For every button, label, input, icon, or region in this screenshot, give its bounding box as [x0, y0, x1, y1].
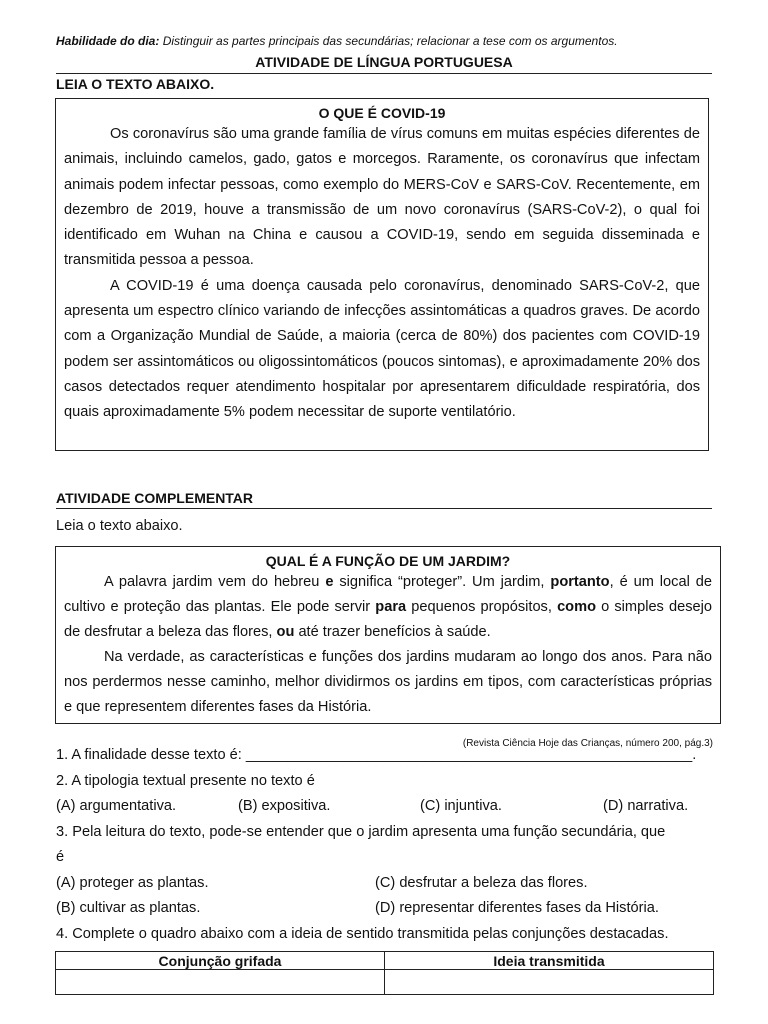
question-2: 2. A tipologia textual presente no texto é: [56, 773, 315, 789]
complementary-instruction: Leia o texto abaixo.: [56, 518, 183, 534]
complementary-activity-title: ATIVIDADE COMPLEMENTAR: [56, 490, 254, 506]
garden-text-title: QUAL É A FUNÇÃO DE UM JARDIM?: [265, 553, 511, 569]
covid-paragraph-2: A COVID-19 é uma doença causada pelo coronavírus, denominado SARS-CoV-2, que apresenta um espectro clínico variando de infecções assintomáticas a quadros graves. De acordo com a Organização Mundial de Saúde, a maioria (cerca de 80%) dos pacientes com COVID-19 podem ser assintomáticos ou oligossintomáticos (poucos sintomas), e aproximadamente 20% dos casos detectados requer atendimento hospitalar por apresentarem dificuldade respiratória, dos quais aproximadamente 5% podem necessitar de suporte ventilatório.: [64, 277, 700, 421]
q3-option-d: (D) representar diferentes fases da História.: [375, 900, 659, 916]
question-4: 4. Complete o quadro abaixo com a ideia de sentido transmitida pelas conjunções destacadas.: [56, 926, 669, 942]
covid-text-box: [55, 98, 709, 451]
q2-option-c: (C) injuntiva.: [420, 798, 502, 814]
covid-paragraph-1: Os coronavírus são uma grande família de vírus comuns em muitas espécies diferentes de animais, incluindo camelos, gado, gatos e morcegos. Raramente, os coronavírus que infectam animais podem infectar pessoas, como exemplo do MERS-CoV e SARS-CoV. Recentemente, em dezembro de 2019, houve a transmissão de um novo coronavírus (SARS-CoV-2), o qual foi identificado em Wuhan na China e causou a COVID-19, sendo em seguida disseminada e transmitida pessoa a pessoa.: [64, 126, 700, 269]
skill-label: Habilidade do dia:: [56, 34, 160, 48]
text-source: (Revista Ciência Hoje das Crianças, número 200, pág.3): [462, 738, 713, 749]
page-title: ATIVIDADE DE LÍNGUA PORTUGUESA: [255, 54, 513, 70]
conjunction-table: [55, 951, 714, 995]
skill-of-the-day: [56, 34, 618, 48]
question-3-line-1: 3. Pela leitura do texto, pode-se entender que o jardim apresenta uma função secundária, que: [56, 824, 666, 840]
highlighted-conjunction-ou: ou: [276, 624, 295, 640]
table-header-conjunction: Conjunção grifada: [56, 952, 385, 970]
q2-option-b: (B) expositiva.: [238, 798, 331, 814]
question-1: 1. A finalidade desse texto é: _______________________________________________________.: [56, 747, 697, 763]
garden-text-box: [55, 546, 721, 724]
covid-text-title: O QUE É COVID-19: [318, 105, 446, 121]
question-3-line-2: é: [56, 849, 65, 865]
highlighted-conjunction-como: como: [557, 599, 596, 615]
highlighted-conjunction-para: para: [375, 599, 407, 615]
read-instruction: LEIA O TEXTO ABAIXO.: [56, 76, 215, 92]
q3-option-b: (B) cultivar as plantas.: [56, 900, 201, 916]
q3-option-a: (A) proteger as plantas.: [56, 875, 209, 891]
q2-option-a: (A) argumentativa.: [56, 798, 177, 814]
table-cell-idea[interactable]: [385, 970, 714, 995]
title-divider: [56, 73, 712, 74]
table-cell-conjunction[interactable]: [56, 970, 385, 995]
garden-paragraph-1: A palavra jardim vem do hebreu e significa “proteger”. Um jardim, portanto, é um local de cultivo e proteção das plantas. Ele pode servir para pequenos propósitos, como o simples desejo de desfrutar a beleza das flores, ou até trazer benefícios à saúde.: [64, 574, 712, 640]
garden-paragraph-2: Na verdade, as características e funções dos jardins mudaram ao longo dos anos. Para não nos perdermos nesse caminho, melhor dividirmos os jardins em tipos, com características próprias e que representem diferentes fases da História.: [64, 649, 712, 715]
complementary-divider: [56, 508, 712, 509]
highlighted-conjunction-portanto: portanto: [550, 574, 610, 590]
table-header-idea: Ideia transmitida: [385, 952, 714, 970]
q2-option-d: (D) narrativa.: [603, 798, 689, 814]
highlighted-conjunction-e: e: [325, 574, 334, 590]
skill-text: Distinguir as partes principais das secundárias; relacionar a tese com os argumentos.: [162, 34, 618, 48]
q3-option-c: (C) desfrutar a beleza das flores.: [375, 875, 588, 891]
